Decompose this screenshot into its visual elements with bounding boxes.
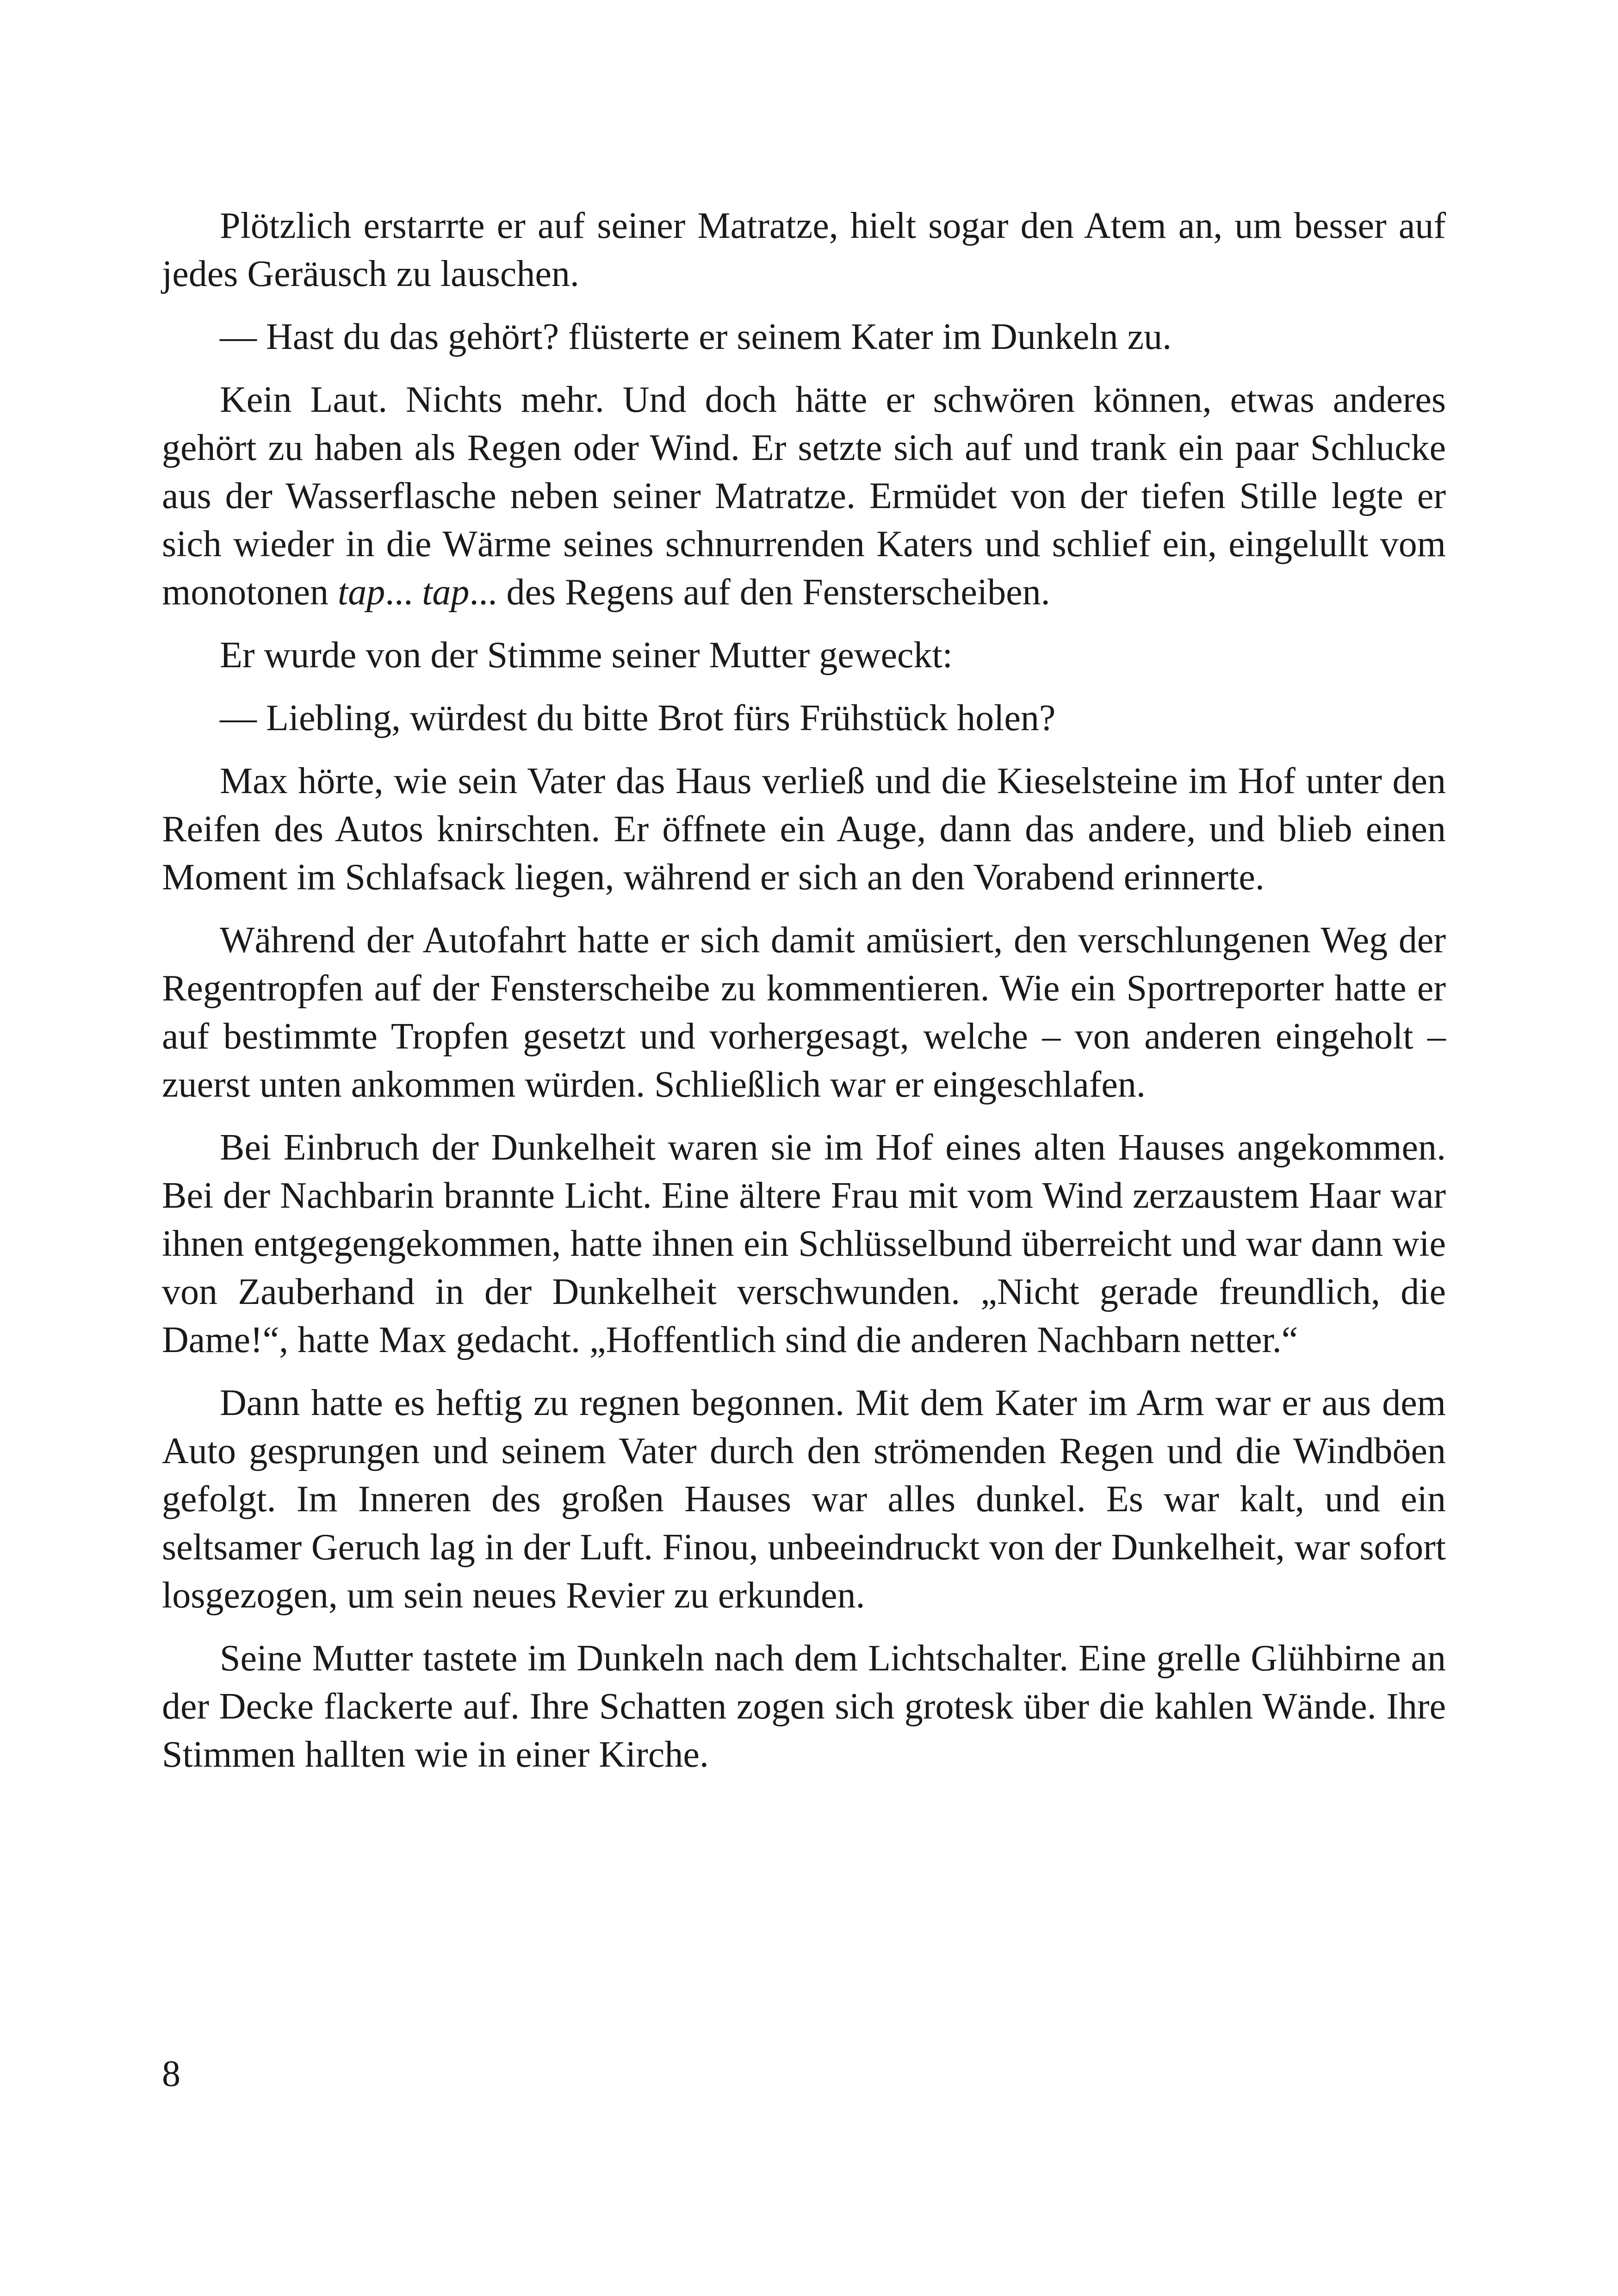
body-text	[162, 202, 1446, 1779]
paragraph-8: Bei Einbruch der Dunkelheit waren sie im Hof eines alten Hauses angekommen. Bei der Nachbarin brannte Licht. Eine ältere Frau mit vom Wind zerzaustem Haar war ihnen entgegengekommen, hatte ihnen ein Schlüsselbund überreicht und war dann wie von Zauberhand in der Dunkelheit verschwunden. „Nicht gerade freundlich, die Dame!“, hatte Max gedacht. „Hoffentlich sind die anderen Nachbarn netter.“	[162, 1127, 1446, 1360]
italic-tap-2: tap	[422, 572, 470, 613]
italic-tap-1: tap	[337, 572, 385, 613]
paragraph-7: Während der Autofahrt hatte er sich damit amüsiert, den verschlungenen Weg der Regentropfen auf der Fensterscheibe zu kommentieren. Wie ein Sportreporter hatte er auf bestimmte Tropfen gesetzt und vorhergesagt, welche – von anderen eingeholt – zuerst unten ankommen würden. Schließlich war er eingeschlafen.	[162, 920, 1446, 1105]
paragraph-6: Max hörte, wie sein Vater das Haus verließ und die Kieselsteine im Hof unter den Reifen des Autos knirschten. Er öffnete ein Auge, dann das andere, und blieb einen Moment im Schlafsack liegen, während er sich an den Vorabend erinnerte.	[162, 761, 1446, 898]
paragraph-2-dialogue: — Hast du das gehört? flüsterte er seinem Kater im Dunkeln zu.	[220, 316, 1172, 357]
paragraph-5-dialogue: — Liebling, würdest du bitte Brot fürs Frühstück holen?	[220, 698, 1056, 738]
paragraph-1: Plötzlich erstarrte er auf seiner Matratze, hielt sogar den Atem an, um besser auf jedes Geräusch zu lauschen.	[162, 205, 1446, 294]
ellipsis-1: ...	[385, 572, 422, 613]
paragraph-9: Dann hatte es heftig zu regnen begonnen. Mit dem Kater im Arm war er aus dem Auto gesprungen und seinem Vater durch den strömenden Regen und die Windböen gefolgt. Im Inneren des großen Hauses war alles dunkel. Es war kalt, und ein seltsamer Geruch lag in der Luft. Finou, unbeeindruckt von der Dunkelheit, war sofort losgezogen, um sein neues Revier zu erkunden.	[162, 1383, 1446, 1616]
paragraph-10: Seine Mutter tastete im Dunkeln nach dem Lichtschalter. Eine grelle Glühbirne an der Decke flackerte auf. Ihre Schatten zogen sich grotesk über die kahlen Wände. Ihre Stimmen hallten wie in einer Kirche.	[162, 1638, 1446, 1775]
paragraph-3-text-before: Kein Laut. Nichts mehr. Und doch hätte er schwören können, etwas anderes gehört zu haben als Regen oder Wind. Er setzte sich auf und trank ein paar Schlucke aus der Wasserflasche neben seiner Matratze. Ermüdet von der tiefen Stille legte er sich wieder in die Wärme seines schnurrenden Katers und schlief ein, eingelullt vom monotonen	[162, 379, 1446, 613]
paragraph-4: Er wurde von der Stimme seiner Mutter geweckt:	[220, 635, 953, 676]
page-number: 8	[162, 2054, 180, 2094]
paragraph-3	[162, 376, 1446, 616]
paragraph-3-text-after: ... des Regens auf den Fensterscheiben.	[469, 572, 1050, 613]
